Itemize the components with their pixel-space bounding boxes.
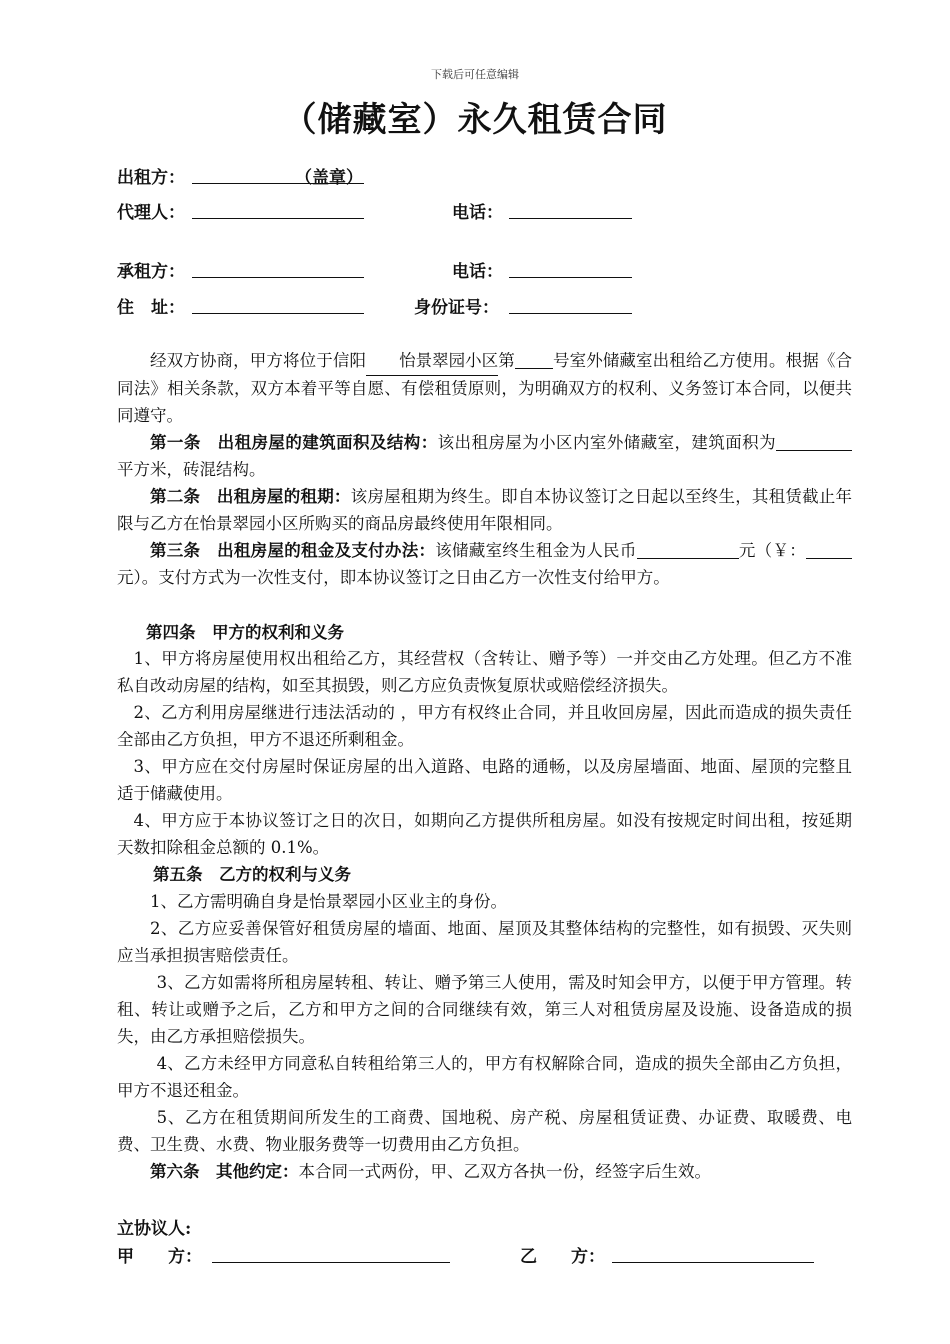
article-6-title: 第六条 其他约定：: [150, 1162, 299, 1181]
area-blank[interactable]: [776, 434, 852, 452]
article-4-title: 第四条 甲方的权利和义务: [146, 623, 344, 642]
article-5-title: 第五条 乙方的权利与义务: [153, 865, 351, 884]
phone-label-1: 电话：: [452, 203, 503, 223]
intro-text-1: 经双方协商，甲方将位于信阳: [150, 351, 367, 370]
lessee-blank[interactable]: [192, 277, 364, 278]
agent-label: 代理人：: [117, 203, 185, 223]
rent-figure-blank[interactable]: [806, 542, 852, 560]
agent-blank[interactable]: [192, 218, 364, 219]
intro-paragraph: [117, 348, 852, 429]
room-number-blank[interactable]: [515, 352, 553, 370]
article-4-item-4: 4、甲方应于本协议签订之日的次日，如期向乙方提供所租房屋。如没有按规定时间出租，按延期天数扣除租金总额的 0.1%。: [117, 811, 852, 857]
article-2-text: 该房屋租期为终生。即自本协议签订之日起以至终生，其租赁截止年限与乙方在怡景翠园小区所购买的商品房最终使用年限相同。: [117, 487, 853, 533]
article-2-title: 第二条 出租房屋的租期：: [150, 487, 351, 506]
contract-title: （储藏室）永久租赁合同: [282, 100, 668, 140]
id-label: 身份证号：: [414, 298, 499, 318]
signatories-label: 立协议人:: [117, 1219, 192, 1239]
article-4-item-2: 2、乙方利用房屋继进行违法活动的 ，甲方有权终止合同，并且收回房屋，因此而造成的损失责任全部由乙方负担，甲方不退还所剩租金。: [117, 703, 852, 749]
article-5-item-1: 1、乙方需明确自身是怡景翠园小区业主的身份。: [150, 892, 507, 911]
article-1: [117, 430, 852, 484]
article-3: [117, 538, 852, 592]
phone-blank-2[interactable]: [509, 277, 632, 278]
seal-label: （盖章）: [295, 168, 363, 188]
article-5-item-3: 3、乙方如需将所租房屋转租、转让、赠予第三人使用，需及时知会甲方，以便于甲方管理。转租、转让或赠予之后，乙方和甲方之间的合同继续有效，第三人对租赁房屋及设施、设备造成的损失，由乙方承担赔偿损失。: [117, 973, 852, 1046]
lessor-label: 出租方：: [117, 168, 185, 188]
article-4-item-3: 3、甲方应在交付房屋时保证房屋的出入道路、电路的通畅，以及房屋墙面、地面、屋顶的完整且适于储藏使用。: [117, 757, 852, 803]
intro-text-2: 第: [498, 351, 515, 370]
intro-text-3: 号室外储藏室出租给乙方使用。根据《合同法》相关条款，双方本着平等自愿、有偿租赁原则，为明确双方的权利、义务签订本合同，以便共同遵守。: [117, 351, 853, 425]
party-a-signature-line[interactable]: [212, 1262, 450, 1263]
party-b-signature-line[interactable]: [612, 1262, 814, 1263]
article-5-item-2: 2、乙方应妥善保管好租赁房屋的墙面、地面、屋顶及其整体结构的完整性，如有损毁、灭失则应当承担损害赔偿责任。: [117, 919, 852, 965]
party-a-label: 甲 方：: [117, 1247, 202, 1267]
phone-blank-1[interactable]: [509, 218, 632, 219]
article-4-item-1: 1、甲方将房屋使用权出租给乙方，其经营权（含转让、赠予等）一并交由乙方处理。但乙方不准私自改动房屋的结构，如至其损毁，则乙方应负责恢复原状或赔偿经济损失。: [117, 649, 852, 695]
phone-label-2: 电话：: [452, 262, 503, 282]
article-3-text-1: 该储藏室终生租金为人民币: [435, 541, 637, 560]
article-1-title: 第一条 出租房屋的建筑面积及结构：: [150, 433, 438, 452]
lessee-label: 承租方：: [117, 262, 185, 282]
address-label: 住 址：: [117, 298, 185, 318]
party-b-label: 乙 方：: [520, 1247, 605, 1267]
article-3-text-3: 元）。支付方式为一次性支付，即本协议签订之日由乙方一次性支付给甲方。: [117, 567, 670, 587]
rent-amount-blank[interactable]: [637, 542, 739, 560]
address-blank[interactable]: [192, 313, 364, 314]
article-5-item-5: 5、乙方在租赁期间所发生的工商费、国地税、房产税、房屋租赁证费、办证费、取暖费、电费、卫生费、水费、物业服务费等一切费用由乙方负担。: [117, 1108, 852, 1154]
article-2: [117, 484, 852, 538]
article-3-title: 第三条 出租房屋的租金及支付办法：: [150, 541, 436, 560]
id-blank[interactable]: [509, 313, 632, 314]
article-1-text-2: 平方米，砖混结构。: [117, 459, 266, 479]
article-6: [117, 1159, 852, 1186]
article-6-text: 本合同一式两份，甲、乙双方各执一份，经签字后生效。: [298, 1162, 711, 1181]
community-name: 怡景翠园小区: [366, 348, 498, 376]
header-note: 下载后可任意编辑: [431, 68, 519, 81]
article-3-text-2: 元（￥：: [738, 541, 807, 560]
article-5-item-4: 4、乙方未经甲方同意私自转租给第三人的，甲方有权解除合同，造成的损失全部由乙方负担，甲方不退还租金。: [117, 1054, 852, 1100]
article-1-text-1: 该出租房屋为小区内室外储藏室，建筑面积为: [437, 433, 777, 452]
